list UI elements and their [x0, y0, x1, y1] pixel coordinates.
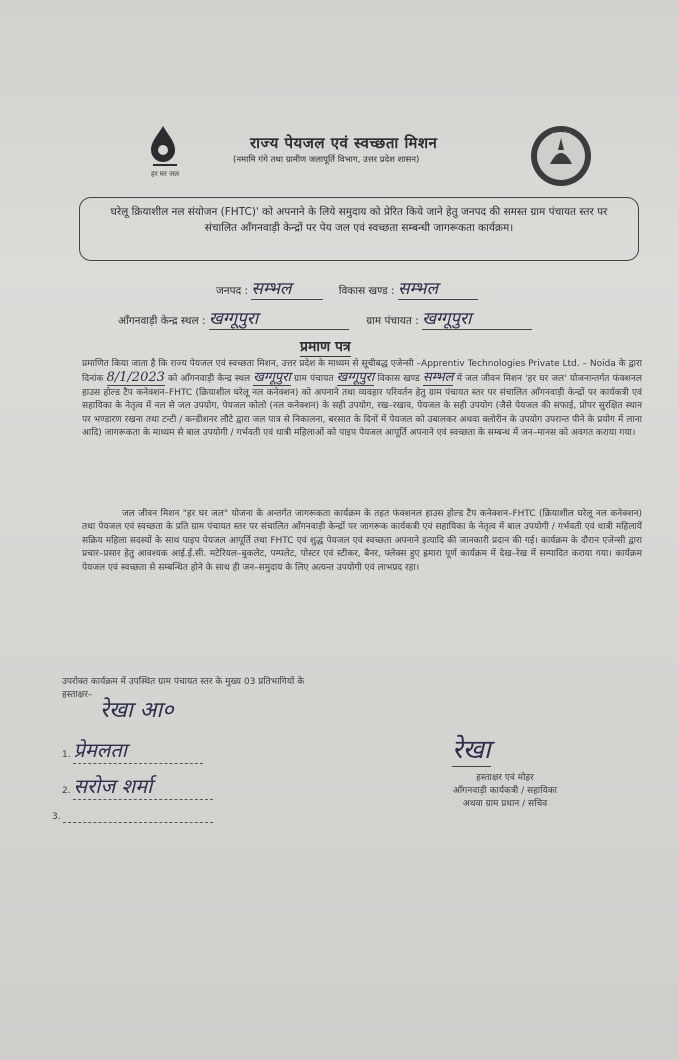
logo-right-text: उत्तर प्रदेश	[551, 132, 571, 138]
up-govt-seal-icon	[526, 124, 596, 188]
participant-2-num: 2.	[62, 786, 71, 796]
attendance-sign-value: रेखा आ०	[100, 698, 174, 723]
signatory-line-3: अथवा ग्राम प्रधान / सचिव	[462, 799, 548, 809]
vikas-khand-value: सम्भल	[398, 276, 478, 300]
signatory-block	[420, 772, 590, 811]
gram-panchayat-value: खग्गूपुरा	[422, 306, 532, 330]
para1-text1: प्रमाणित किया जाता है कि राज्य पेयजल एवं स्वच्छता मिशन, उत्तर प्रदेश के माध्यम से सूचीबद्ध एजेन्सी –Apprentiv Technologies Private Ltd. – Noida के द्वारा दिनांक	[82, 359, 642, 385]
signatory-line-1: हस्ताक्षर एवं मोहर	[476, 773, 534, 783]
anganwadi-row	[118, 306, 532, 330]
event-panchayat: खग्गूपुरा	[336, 370, 375, 386]
certificate-title: प्रमाण पत्र	[300, 339, 351, 355]
participant-row-3	[52, 812, 213, 823]
signatory-signature: रेखा	[452, 730, 491, 767]
document-subtitle: (नमामि गंगे तथा ग्रामीण जलापूर्ति विभाग, उत्तर प्रदेश शासन)	[233, 155, 420, 165]
certificate-paragraph-2: जल जीवन मिशन "हर घर जल" योजना के अन्तर्गत जागरूकता कार्यक्रम के तहत फंक्शनल हाउस होल्ड टैप कनेक्शन–FHTC (क्रियाशील घरेलू नल कनेक्शन) तथा पेयजल एवं स्वच्छता के प्रति ग्राम पंचायत स्तर पर संचालित आँगनवाड़ी केन्द्रों पर जागरूक कार्यकत्री एवं सहायिका के नेतृत्व में बाल उपयोगी / गर्भवती एवं धात्री महिलायें सक्रिय महिला सदस्यों के साथ पाइप पेयजल आपूर्ति तथा FHTC एवं शुद्ध पेयजल एवं स्वच्छता अपनाने इत्यादि की जानकारी प्रदान की गई। कार्यक्रम के दौरान एजेन्सी द्वारा प्रचार–प्रसार हेतु आवश्यक आई.ई.सी. मटेरियल–बुकलेट, पम्पलेट, पोस्टर एवं स्टीकर, बैनर, फ्लेक्स हुए ह्रमारा पूर्ण कार्यक्रम में देख–रेख में सम्पादित कराया गया। कार्यक्रम पेयजल एवं स्वच्छता से सम्बन्धित होने के साथ ही जन–समुदाय के लिए अत्यन्त उपयोगी एवं लाभप्रद रहा।	[82, 509, 643, 573]
anganwadi-label: आँगनवाड़ी केन्द्र स्थल :	[118, 315, 206, 327]
attendance-sign-label: हस्ताक्षर–	[62, 690, 93, 700]
participant-row-1	[62, 736, 203, 764]
anganwadi-value: खग्गूपुरा	[209, 306, 349, 330]
water-mission-logo-icon	[135, 122, 195, 186]
para1-text2: को आँगनवाड़ी केन्द्र स्थल	[168, 374, 251, 385]
janpad-value: सम्भल	[251, 276, 323, 300]
event-date: 8/1/2023	[106, 370, 165, 386]
attendance-intro-text: उपरोक्त कार्यक्रम में उपस्थित ग्राम पंचायत स्तर के मुख्य 03 प्रतिभागियों के	[62, 677, 305, 687]
participant-3-num: 3.	[52, 812, 61, 822]
participant-1-name: प्रेमलता	[73, 736, 203, 764]
participant-row-2	[62, 772, 213, 800]
document-title: राज्य पेयजल एवं स्वच्छता मिशन	[250, 134, 438, 152]
vikas-khand-label: विकास खण्ड :	[338, 285, 395, 297]
janpad-row	[216, 276, 478, 300]
logo-left-text: हर घर जल	[151, 170, 179, 178]
participant-3-name	[63, 812, 213, 823]
para1-text4: विकास खण्ड	[377, 374, 420, 385]
signatory-line-2: आँगनवाड़ी कार्यकत्री / सहायिका	[452, 786, 558, 796]
event-centre: खग्गूपुरा	[253, 370, 291, 386]
participant-1-num: 1.	[62, 750, 71, 760]
participant-2-name: सरोज शर्मा	[73, 772, 213, 800]
program-title-box: घरेलू क्रियाशील नल संयोजन (FHTC)' को अपनाने के लिये समुदाय को प्रेरित किये जाने हेतु जनपद की समस्त ग्राम पंचायत स्तर पर संचालित आँगनवाड़ी केन्द्रों पर पेय जल एवं स्वच्छता सम्बन्धी जागरूकता कार्यक्रम।	[79, 197, 639, 261]
certificate-paragraph-1	[82, 358, 642, 440]
janpad-label: जनपद :	[216, 285, 249, 297]
event-block: सम्भल	[422, 370, 454, 386]
para1-text5: में जल जीवन मिशन 'हर घर जल' योजनान्तर्गत फंक्शनल हाउस होल्ड टैप कनेक्शन–FHTC (क्रियाशील घरेलू नल कनेक्शन) को अपनाने तथा व्यवहार परिवर्तन हेतु ग्राम पंचायत स्तर पर संचालित आँगनवाड़ी केन्द्रों पर कार्यकत्री एवं सहायिका के नेतृत्व में नल से जल उपयोग, पेयजल कोलो (नल कनेक्शन) के सही उपयोग, रख–रखाव, पेयजल के सही उपयोग (जैसे पेयजल की सफाई, प्रोपर सुरक्षित स्थान पर भण्डारण रखना तथा टन्टी / कन्डीशनर लौटे द्वारा जल पात्र से निकालना, बरसात के दिनों में पेयजल को उबालकर अथवा क्लोरीन के उपयोग उपरान्त पीने के प्रयोग में लाना आदि) जागरूकता के माध्यम से बाल उपयोगी / गर्भवती एवं धात्री महिलाओं को पाइप पेयजल आपूर्ति अपनाने एवं स्वच्छता के सम्बन्ध में जन–मानस को अवगत कराया गया।	[82, 374, 642, 439]
gram-panchayat-label: ग्राम पंचायत :	[366, 315, 419, 327]
para1-text3: ग्राम पंचायत	[294, 374, 334, 385]
